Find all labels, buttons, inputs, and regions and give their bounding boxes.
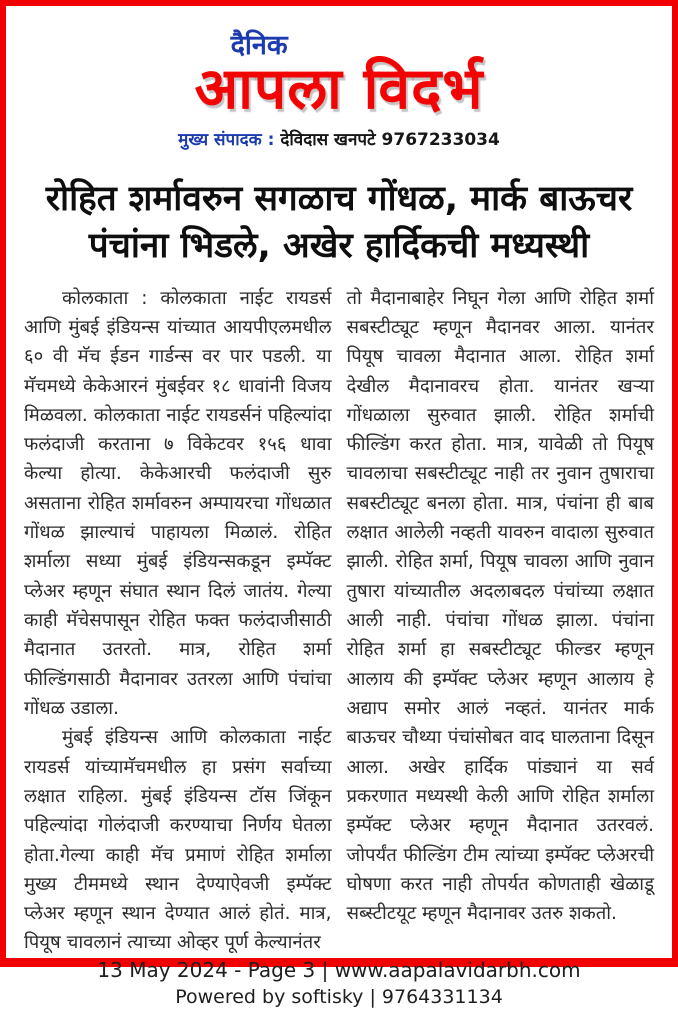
- footer-powered-by: Powered by softisky | 9764331134: [175, 985, 503, 1008]
- masthead: [6, 6, 672, 150]
- paragraph: मुंबई इंडियन्स आणि कोलकाता नाईट रायडर्स यांच्यामॅचमधील हा प्रसंग सर्वाच्या लक्षात राहिला. मुंबई इंडियन्स टॉस जिंकून पहिल्यांदा गोलंदाजी करण्याचा निर्णय घेतला होता.गेल्या काही मॅच प्रमाणं रोहित शर्माला मुख्य टीममध्ये स्थान देण्याऐवजी इम्पॅक्ट प्लेअर म्हणून स्थान देण्यात आलं होतं. मात्र, पियूष चावलानं त्याच्या ओव्हर पूर्ण केल्यानंतर: [24, 727, 332, 954]
- paragraph: तो मैदानाबाहेर निघून गेला आणि रोहित शर्मा सबस्टीट्यूट म्हणून मैदानवर आला. यानंतर पियूष चावला मैदानात आला. रोहित शर्मा देखील मैदानावरच होता. यानंतर खऱ्या गोंधळाला सुरुवात झाली. रोहित शर्माची फील्डिंग करत होता. मात्र, यावेळी तो पियूष चावलाचा सबस्टीट्यूट नाही तर नुवान तुषाराचा सबस्टीट्यूट बनला होता. मात्र, पंचांना ही बाब लक्षात आलेली नव्हती यावरुन वादाला सुरुवात झाली. रोहित शर्मा, पियूष चावला आणि नुवान तुषारा यांच्यातील अदलाबदल पंचांच्या लक्षात आली नाही. पंचांचा गोंधळ झाला. पंचांना रोहित शर्मा हा सबस्टीट्यूट फील्डर म्हणून आलाय की इम्पॅक्ट प्लेअर म्हणून आलाय हे अद्याप समोर आलं नव्हतं. यानंतर मार्क बाऊचर चौथ्या पंचांसोबत वाद घालताना दिसून आला. अखेर हार्दिक पांड्यानं या सर्व प्रकरणात मध्यस्थी केली आणि रोहित शर्माला इम्पॅक्ट प्लेअर म्हणून मैदानात उतरवलं. जोपर्यंत फील्डिंग टीम त्यांच्या इम्पॅक्ट प्लेअरची घोषणा करत नाही तोपर्यत कोणताही खेळाडू सब्स्टीटयूट म्हणून मैदानावर उतरु शकतो.: [346, 287, 654, 925]
- article-body: [6, 270, 672, 958]
- paragraph: कोलकाता : कोलकाता नाईट रायडर्स आणि मुंबई इंडियन्स यांच्यात आयपीएलमधील ६० वी मॅच ईडन गार्डन्स वर पार पडली. या मॅचमध्ये केकेआरनं मुंबईवर १८ धावांनी विजय मिळवला. कोलकाता नाईट रायडर्सनं पहिल्यांदा फलंदाजी करताना ७ विकेटवर १५६ धावा केल्या होत्या. केकेआरची फलंदाजी सुरु असताना रोहित शर्मावरुन अम्पायरचा गोंधळात गोंधळ झाल्याचं पाहायला मिळालं. रोहित शर्माला सध्या मुंबई इंडियन्सकडून इम्पॅक्ट प्लेअर म्हणून संघात स्थान दिलं जातंय. गेल्या काही मॅचेसपासून रोहित फक्त फलंदाजीसाठी मैदानात उतरतो. मात्र, रोहित शर्मा फील्डिंगसाठी मैदानावर उतरला आणि पंचांचा गोंधळ उडाला.: [24, 287, 332, 719]
- article-headline: [6, 176, 672, 269]
- page-footer: [6, 958, 672, 1015]
- footer-date-page-url: 13 May 2024 - Page 3 | www.aapalavidarbh.com: [97, 957, 581, 982]
- headline-line-1: रोहित शर्मावरुन सगळाच गोंधळ, मार्क बाऊचर: [45, 179, 633, 220]
- logo-tagline: दैनिक: [230, 30, 288, 61]
- logo-title: आपला विदर्भ: [194, 56, 484, 123]
- newspaper-logo: [194, 30, 484, 123]
- editor-name-phone: देविदास खनपटे 9767233034: [280, 130, 500, 151]
- editor-label: मुख्य संपादक :: [178, 130, 275, 151]
- article-column-left: [24, 284, 332, 958]
- headline-line-2: पंचांना भिडले, अखेर हार्दिकची मध्यस्थी: [88, 226, 590, 267]
- article-column-right: [347, 284, 655, 929]
- editor-line: [6, 127, 672, 150]
